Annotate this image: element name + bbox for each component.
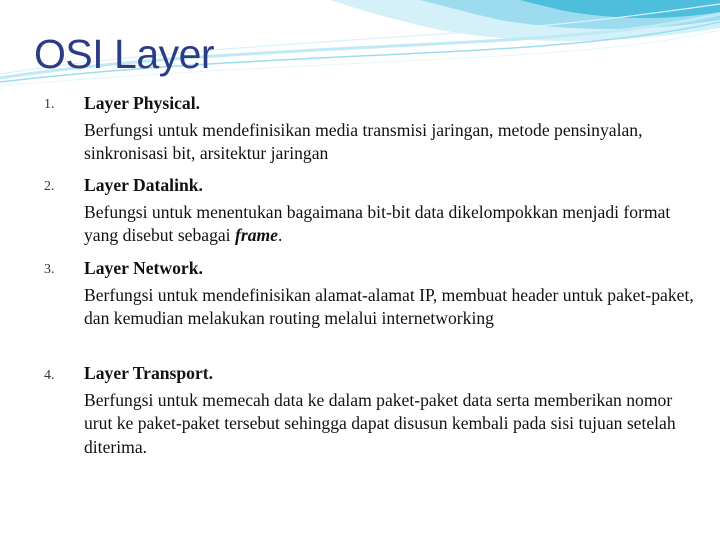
list-item-description: Berfungsi untuk memecah data ke dalam paket-paket data serta memberikan nomor urut ke paket-paket tersebut sehingga dapat disusun kembali pada sisi tujuan setelah diterima.: [84, 389, 676, 457]
list-item-number: 2.: [44, 179, 55, 194]
list-item: [84, 257, 694, 331]
list-item-heading: Layer Datalink.: [84, 175, 203, 195]
list-item-number: 3.: [44, 262, 55, 277]
description-text: Befungsi untuk menentukan bagaimana bit-bit data dikelompokkan menjadi format yang disebut sebagai: [84, 201, 671, 245]
list-item-description: [84, 201, 694, 248]
list-item-description: Berfungsi untuk mendefinisikan alamat-alamat IP, membuat header untuk paket-paket, dan kemudian melakukan routing melalui internetworking: [84, 284, 694, 328]
list-item: [84, 174, 694, 248]
list-item-heading: Layer Physical.: [84, 93, 200, 113]
list-item: [84, 92, 694, 166]
list-item-heading: Layer Network.: [84, 258, 203, 278]
emphasized-term: frame: [234, 225, 278, 245]
list-item-heading: Layer Transport.: [84, 363, 214, 383]
list-item-number: 4.: [44, 368, 55, 383]
slide-title: OSI Layer: [34, 31, 215, 77]
description-text: .: [277, 225, 283, 245]
list-item-description: Berfungsi untuk mendefinisikan media transmisi jaringan, metode pensinyalan, sinkronisasi bit, arsitektur jaringan: [84, 119, 643, 163]
list-item-number: 1.: [44, 97, 55, 112]
list-item: [84, 362, 694, 459]
